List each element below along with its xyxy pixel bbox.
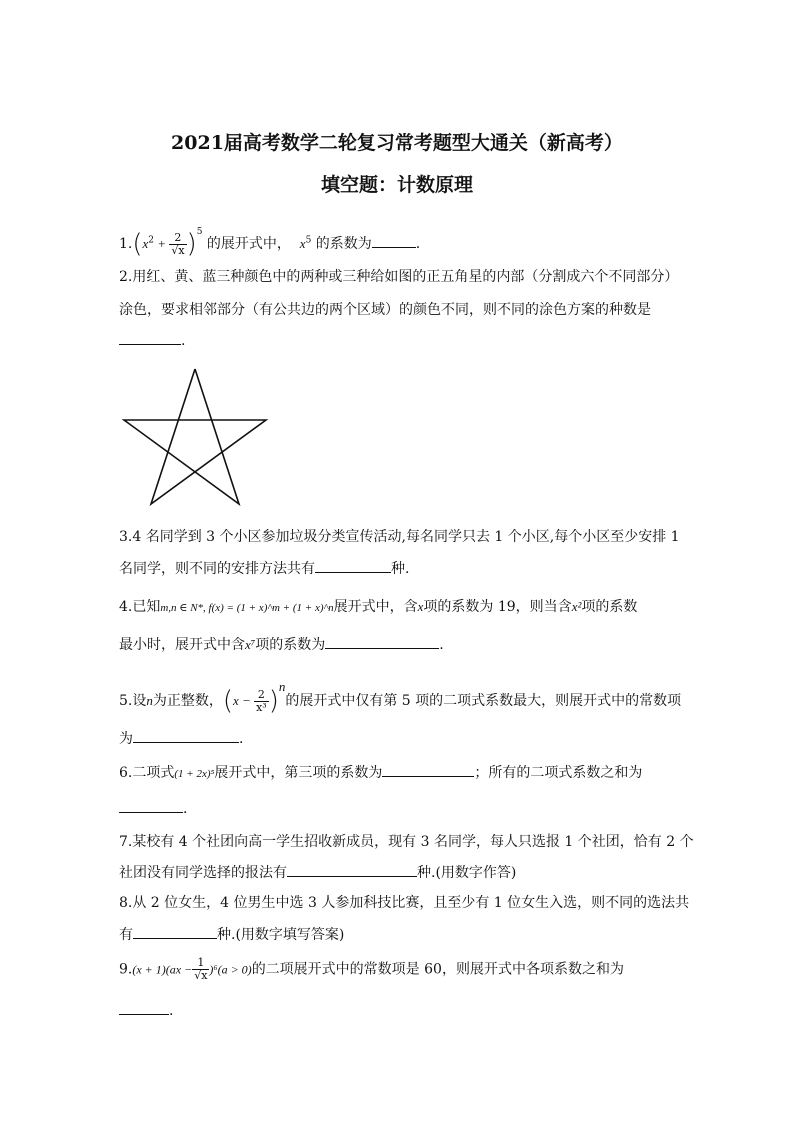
question-2-line-1: 2.用红、黄、蓝三种颜色中的两种或三种给如图的正五角星的内部（分割成六个不同部分） xyxy=(119,269,679,285)
question-9-line-2: . xyxy=(119,1000,173,1021)
question-4-line-2: 最小时，展开式中含x⁷项的系数为 . xyxy=(119,634,444,655)
answer-blank[interactable] xyxy=(119,330,181,345)
answer-blank[interactable] xyxy=(287,862,417,877)
question-8-line-1: 8.从 2 位女生，4 位男生中选 3 人参加科技比赛，且至少有 1 位女生入选，则不同的选法共 xyxy=(119,895,690,911)
answer-blank[interactable] xyxy=(133,924,217,939)
question-6-line-1: 6.二项式(1 + 2x)⁵展开式中，第三项的系数为 ；所有的二项式系数之和为 xyxy=(119,762,642,784)
question-7-line-1: 7.某校有 4 个社团向高一学生招收新成员，现有 3 名同学，每人只选报 1 个社团，恰有 2 个 xyxy=(119,834,694,850)
answer-blank[interactable] xyxy=(119,798,183,813)
document-subtitle: 填空题：计数原理 xyxy=(320,174,473,196)
question-3-line-2: 名同学，则不同的安排方法共有 种. xyxy=(119,558,409,579)
question-8-line-2: 有 种.(用数字填写答案) xyxy=(119,924,344,945)
pentagram-star xyxy=(124,369,266,504)
question-2-line-2: 涂色，要求相邻部分（有公共边的两个区域）的颜色不同，则不同的涂色方案的种数是 xyxy=(119,302,651,318)
answer-blank[interactable] xyxy=(382,762,474,777)
pentagram-figure xyxy=(120,366,270,508)
question-9-line-1: 9.(x + 1)(ax − $\frac{1}{√x}$ )⁶(a > 0)的二项展开式中的常数项是 60，则展开式中各项系数之和为 xyxy=(119,956,624,982)
question-5-line-1: 5.设n为正整数，(x − $\frac{2}{\text{x³}}$ )$^n$的展开式中仅有第 5 项的二项式系数最大，则展开式中的常数项 xyxy=(119,679,682,716)
question-3-line-1: 3.4 名同学到 3 个小区参加垃圾分类宣传活动,每名同学只去 1 个小区,每个小区至少安排 1 xyxy=(119,529,680,545)
question-2-line-3: . xyxy=(119,330,185,351)
answer-blank[interactable] xyxy=(315,558,391,573)
question-7-line-2: 社团没有同学选择的报法有 种.(用数字作答) xyxy=(119,862,516,883)
question-1: $1.(x^2$ + $\frac{2}{√x}$ )$^5$ 的展开式中， $x^5$ 的系数为 . xyxy=(119,227,421,259)
question-4-line-1: 4.已知m,n ∈ N*, f(x) = (1 + x)^m + (1 + x)^n展开式中，含x项的系数为 19，则当含x²项的系数 xyxy=(119,599,638,615)
question-5-line-2: 为 . xyxy=(119,728,243,749)
answer-blank[interactable] xyxy=(372,233,416,248)
answer-blank[interactable] xyxy=(325,634,439,649)
answer-blank[interactable] xyxy=(119,1000,169,1015)
question-6-line-2: . xyxy=(119,798,187,819)
document-title: 2021届高考数学二轮复习常考题型大通关（新高考） xyxy=(171,132,623,154)
answer-blank[interactable] xyxy=(133,728,239,743)
